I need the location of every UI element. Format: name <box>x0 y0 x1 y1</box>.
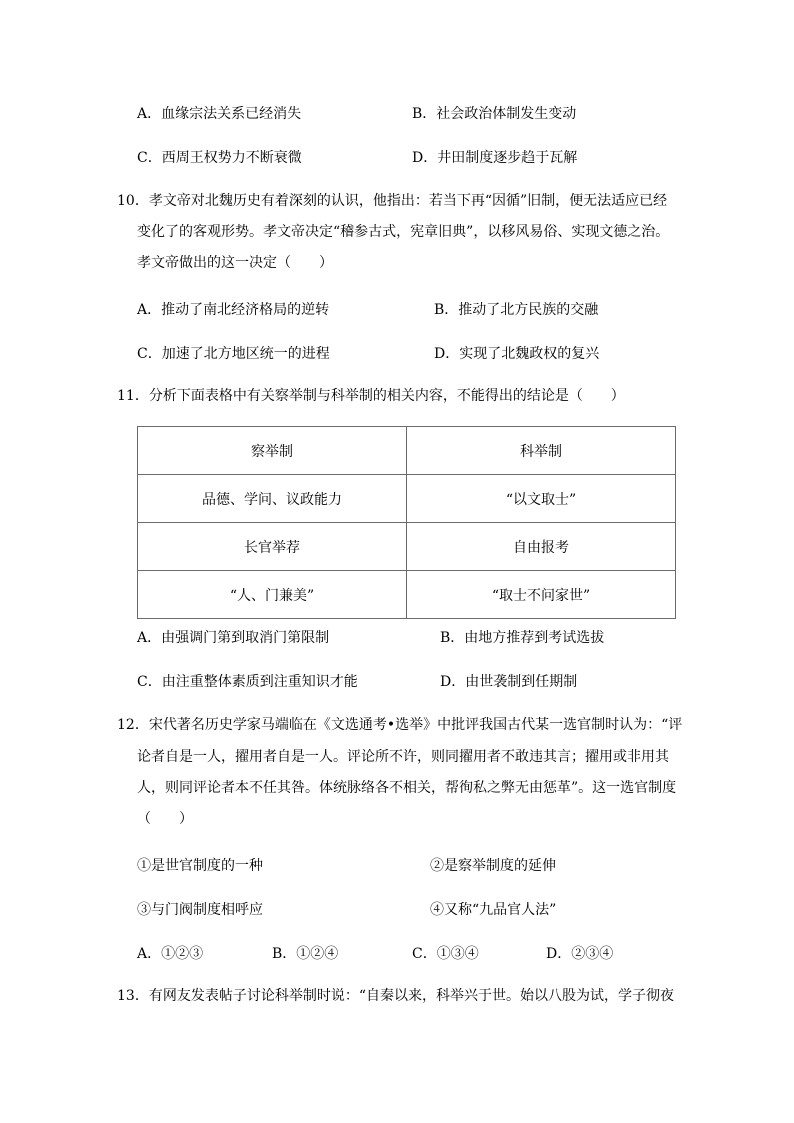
q10-option-d: D．实现了北魏政权的复兴 <box>434 346 600 362</box>
q12-stem-line2: 论者自是一人，擢用者自是一人。评论所不许，则同擢用者不敢违其言；擢用或非用其 <box>137 749 669 765</box>
q12-stem-line1: 12．宋代著名历史学家马端临在《文选通考•选举》中批评我国古代某一选官制时认为：“评 <box>117 717 683 733</box>
q9-option-a: A．血缘宗法关系已经消失 <box>137 106 302 122</box>
table-cell: “以文取士” <box>407 475 676 523</box>
q10-stem-line2: 变化了的客观形势。孝文帝决定“稽参古式，宪章旧典”，以移风易俗、实现文德之治。 <box>137 224 670 240</box>
q12-statement-1: ①是世官制度的一种 <box>137 858 263 874</box>
table-cell: “取士不问家世” <box>407 571 676 619</box>
q9-option-b: B．社会政治体制发生变动 <box>412 106 577 122</box>
q10-stem-line1: 10．孝文帝对北魏历史有着深刻的认识，他指出：若当下再“因循”旧制，便无法适应已经 <box>117 193 668 209</box>
q11-option-b: B．由地方推荐到考试选拔 <box>440 630 605 646</box>
q12-option-a: A．①②③ <box>137 946 204 962</box>
q12-option-d: D．②③④ <box>546 946 614 962</box>
table-cell: 自由报考 <box>407 523 676 571</box>
q13-stem-line1: 13．有网友发表帖子讨论科举制时说：“自秦以来，科举兴于世。始以八股为试，学子彻夜 <box>117 988 674 1004</box>
table-row <box>138 475 676 523</box>
q12-option-b: B．①②④ <box>272 946 339 962</box>
table-header-cell: 科举制 <box>407 427 676 475</box>
q12-stem-line4: （ ） <box>137 811 193 827</box>
q10-stem-line3: 孝文帝做出的这一决定（ ） <box>137 255 333 271</box>
table-header-cell: 察举制 <box>138 427 407 475</box>
q11-stem: 11．分析下面表格中有关察举制与科举制的相关内容，不能得出的结论是（ ） <box>117 388 625 404</box>
q10-option-c: C．加速了北方地区统一的进程 <box>137 346 330 362</box>
q12-stem-line3: 人，则同评论者本不任其咎。体统脉络各不相关，帮徇私之弊无由惩革”。这一选官制度 <box>137 780 677 796</box>
table-row <box>138 523 676 571</box>
q9-option-d: D．井田制度逐步趋于瓦解 <box>412 150 578 166</box>
table-cell: “人、门兼美” <box>138 571 407 619</box>
q12-option-c: C．①③④ <box>412 946 479 962</box>
q12-statement-2: ②是察举制度的延伸 <box>430 858 556 874</box>
table-cell: 长官举荐 <box>138 523 407 571</box>
q9-option-c: C．西周王权势力不断衰微 <box>137 150 302 166</box>
q12-statement-3: ③与门阀制度相呼应 <box>137 902 263 918</box>
q11-option-a: A．由强调门第到取消门第限制 <box>137 630 330 646</box>
q11-option-d: D．由世袭制到任期制 <box>440 674 578 690</box>
q12-statement-4: ④又称“九品官人法” <box>430 902 557 918</box>
table-cell: 品德、学问、议政能力 <box>138 475 407 523</box>
q10-option-a: A．推动了南北经济格局的逆转 <box>137 302 330 318</box>
table-header-row <box>138 427 676 475</box>
comparison-table <box>137 426 676 619</box>
q10-option-b: B．推动了北方民族的交融 <box>434 302 599 318</box>
q11-option-c: C．由注重整体素质到注重知识才能 <box>137 674 358 690</box>
table-row <box>138 571 676 619</box>
